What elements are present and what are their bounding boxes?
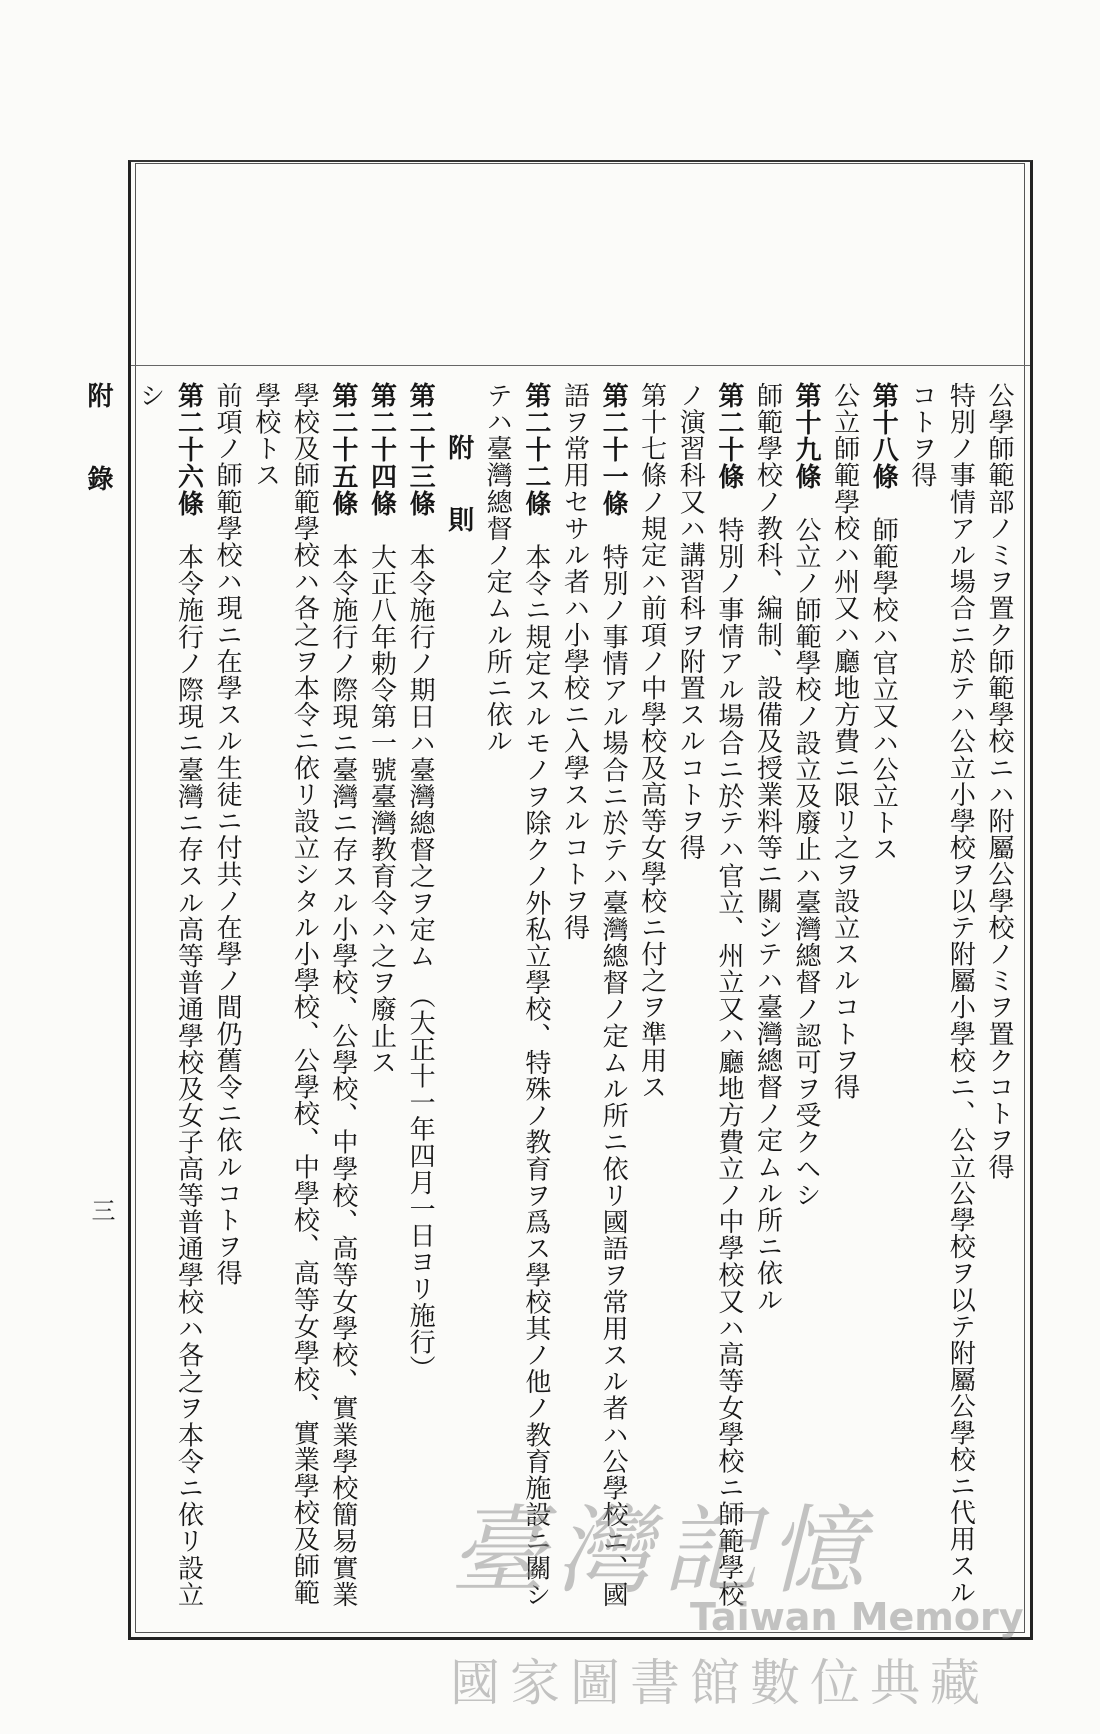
article-number: 第二十二條	[520, 382, 551, 517]
running-title: 附 錄	[83, 382, 113, 516]
article-21: 第二十一條 特別ノ事情アル場合ニ於テハ臺灣總督ノ定ムル所ニ依リ國語ヲ常用スル者ハ公學校ニ、國語ヲ常用セサル者ハ小學校ニ入學スルコトヲ得	[559, 382, 629, 1608]
article-number: 第二十六條	[173, 382, 204, 517]
article-26: 第二十六條 本令施行ノ際現ニ臺灣ニ存スル高等普通學校及女子高等普通學校ハ各之ヲ本令ニ依リ設立シ	[134, 382, 204, 1608]
header-rule	[131, 365, 1030, 366]
article-number: 第二十四條	[366, 382, 397, 517]
paragraph: 公立師範學校ハ州又ハ廳地方費ニ限リ之ヲ設立スルコトヲ得	[829, 382, 860, 1101]
paragraph: 前項ノ師範學校ハ現ニ在學スル生徒ニ付共ノ在學ノ間仍舊令ニ依ルコトヲ得	[212, 382, 243, 1287]
article-19: 第十九條 公立ノ師範學校ノ設立及廢止ハ臺灣總督ノ認可ヲ受クヘシ	[791, 382, 822, 1209]
supplementary-provisions-heading: 附 則	[443, 434, 474, 542]
article-number: 第十九條	[791, 382, 822, 490]
vertical-text-body	[134, 382, 1018, 1627]
article-22: 第二十二條 本令ニ規定スルモノヲ除クノ外私立學校、特殊ノ教育ヲ爲ス學校其ノ他ノ教育施設ニ關シテハ臺灣總督ノ定ムル所ニ依ル	[482, 382, 551, 1608]
article-number: 第二十三條	[405, 382, 436, 517]
paragraph: 第十七條ノ規定ハ前項ノ中學校及高等女學校ニ付之ヲ準用ス	[636, 382, 667, 1101]
watermark-en: Taiwan Memory	[690, 1595, 1024, 1639]
article-number: 第二十五條	[327, 382, 358, 517]
paragraph: 師範學校ノ教科、編制、設備及授業料等ニ關シテハ臺灣總督ノ定ムル所ニ依ル	[752, 382, 783, 1313]
article-18: 第十八條 師範學校ハ官立又ハ公立トス	[868, 382, 899, 863]
article-23: 第二十三條 本令施行ノ期日ハ臺灣總督之ヲ定ム （大正十一年四月一日ヨリ施行）	[405, 382, 436, 1382]
article-20: 第二十條 特別ノ事情アル場合ニ於テハ官立、州立又ハ廳地方費立ノ中學校又ハ高等女學校ニ師範學校ノ演習科又ハ講習科ヲ附置スルコトヲ得	[675, 382, 744, 1608]
watermark-cjk: 臺灣記憶	[450, 1495, 874, 1607]
paragraph: 特別ノ事情アル場合ニ於テハ公立小學校ヲ以テ附屬小學校ニ、公立公學校ヲ以テ附屬公學校ニ代用スルコトヲ得	[906, 382, 976, 1606]
watermark-sub: 國家圖書館數位典藏	[450, 1654, 990, 1712]
article-number: 第二十一條	[598, 382, 629, 517]
article-24: 第二十四條 大正八年勅令第一號臺灣教育令ハ之ヲ廢止ス	[366, 382, 397, 1076]
article-number: 第二十條	[713, 382, 744, 490]
article-number: 第十八條	[868, 382, 899, 490]
page-number: 三	[87, 1198, 115, 1222]
paragraph: 公學師範部ノミヲ置ク師範學校ニハ附屬公學校ノミヲ置クコトヲ得	[984, 382, 1014, 1180]
article-25: 第二十五條 本令施行ノ際現ニ臺灣ニ存スル小學校、公學校、中學校、高等女學校、實業學校簡易實業學校及師範學校ハ各之ヲ本令ニ依リ設立シタル小學校、公學校、中學校、高等女學校、實業學校及師範學校トス	[250, 382, 358, 1608]
